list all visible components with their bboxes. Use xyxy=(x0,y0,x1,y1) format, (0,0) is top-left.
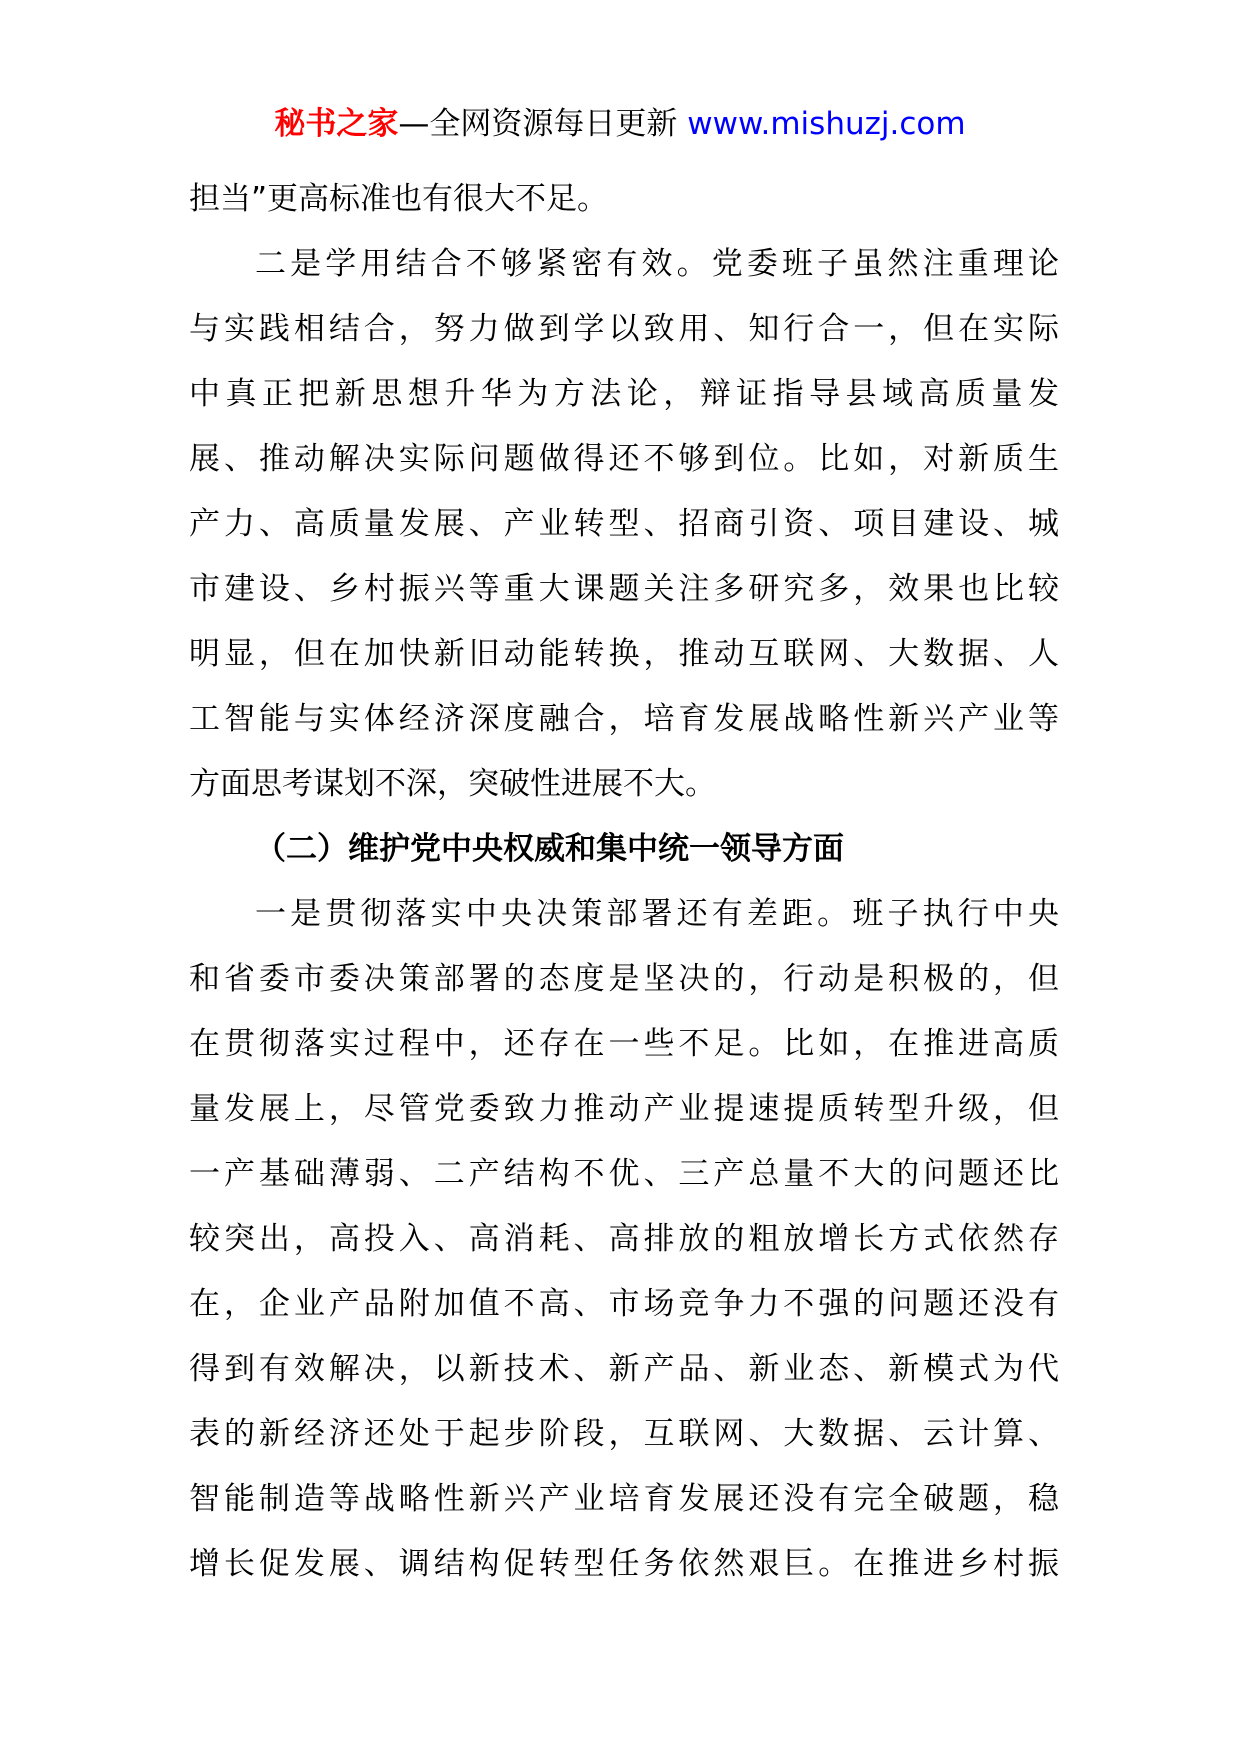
text-line: 产力、高质量发展、产业转型、招商引资、项目建设、城 xyxy=(189,506,1059,542)
header-slogan: —全网资源每日更新 xyxy=(398,106,688,142)
text-line: 在贯彻落实过程中，还存在一些不足。比如，在推进高质 xyxy=(189,1026,1059,1062)
header-brand: 秘书之家 xyxy=(274,106,399,142)
text-line: 一产基础薄弱、二产结构不优、三产总量不大的问题还比 xyxy=(189,1156,1059,1192)
text-line: 工智能与实体经济深度融合，培育发展战略性新兴产业等 xyxy=(189,701,1059,737)
section-heading: （二）维护党中央权威和集中统一领导方面 xyxy=(255,831,844,867)
text-line: 量发展上，尽管党委致力推动产业提速提质转型升级，但 xyxy=(189,1091,1059,1127)
text-line: 中真正把新思想升华为方法论，辩证指导县域高质量发 xyxy=(189,376,1059,412)
paragraph-first-line: 一是贯彻落实中央决策部署还有差距。班子执行中央 xyxy=(255,896,1059,932)
paragraph-first-line: 二是学用结合不够紧密有效。党委班子虽然注重理论 xyxy=(255,246,1059,282)
text-line: 市建设、乡村振兴等重大课题关注多研究多，效果也比较 xyxy=(189,571,1059,607)
text-line: 在，企业产品附加值不高、市场竞争力不强的问题还没有 xyxy=(189,1286,1059,1322)
text-line: 和省委市委决策部署的态度是坚决的，行动是积极的，但 xyxy=(189,961,1059,997)
text-line: 明显，但在加快新旧动能转换，推动互联网、大数据、人 xyxy=(189,636,1059,672)
text-line: 得到有效解决，以新技术、新产品、新业态、新模式为代 xyxy=(189,1351,1059,1387)
text-line: 较突出，高投入、高消耗、高排放的粗放增长方式依然存 xyxy=(189,1221,1059,1257)
text-line: 与实践相结合，努力做到学以致用、知行合一，但在实际 xyxy=(189,311,1059,347)
document-body xyxy=(189,167,1059,1597)
text-line: 智能制造等战略性新兴产业培育发展还没有完全破题，稳 xyxy=(189,1481,1059,1517)
text-line: 增长促发展、调结构促转型任务依然艰巨。在推进乡村振 xyxy=(189,1546,1059,1582)
page-header xyxy=(0,102,1240,146)
text-line: 表的新经济还处于起步阶段，互联网、大数据、云计算、 xyxy=(189,1416,1059,1452)
header-url-link[interactable]: www.mishuzj.com xyxy=(687,106,966,142)
text-line: 方面思考谋划不深，突破性进展不大。 xyxy=(189,766,716,802)
text-line: 担当”更高标准也有很大不足。 xyxy=(189,181,609,217)
text-line: 展、推动解决实际问题做得还不够到位。比如，对新质生 xyxy=(189,441,1059,477)
